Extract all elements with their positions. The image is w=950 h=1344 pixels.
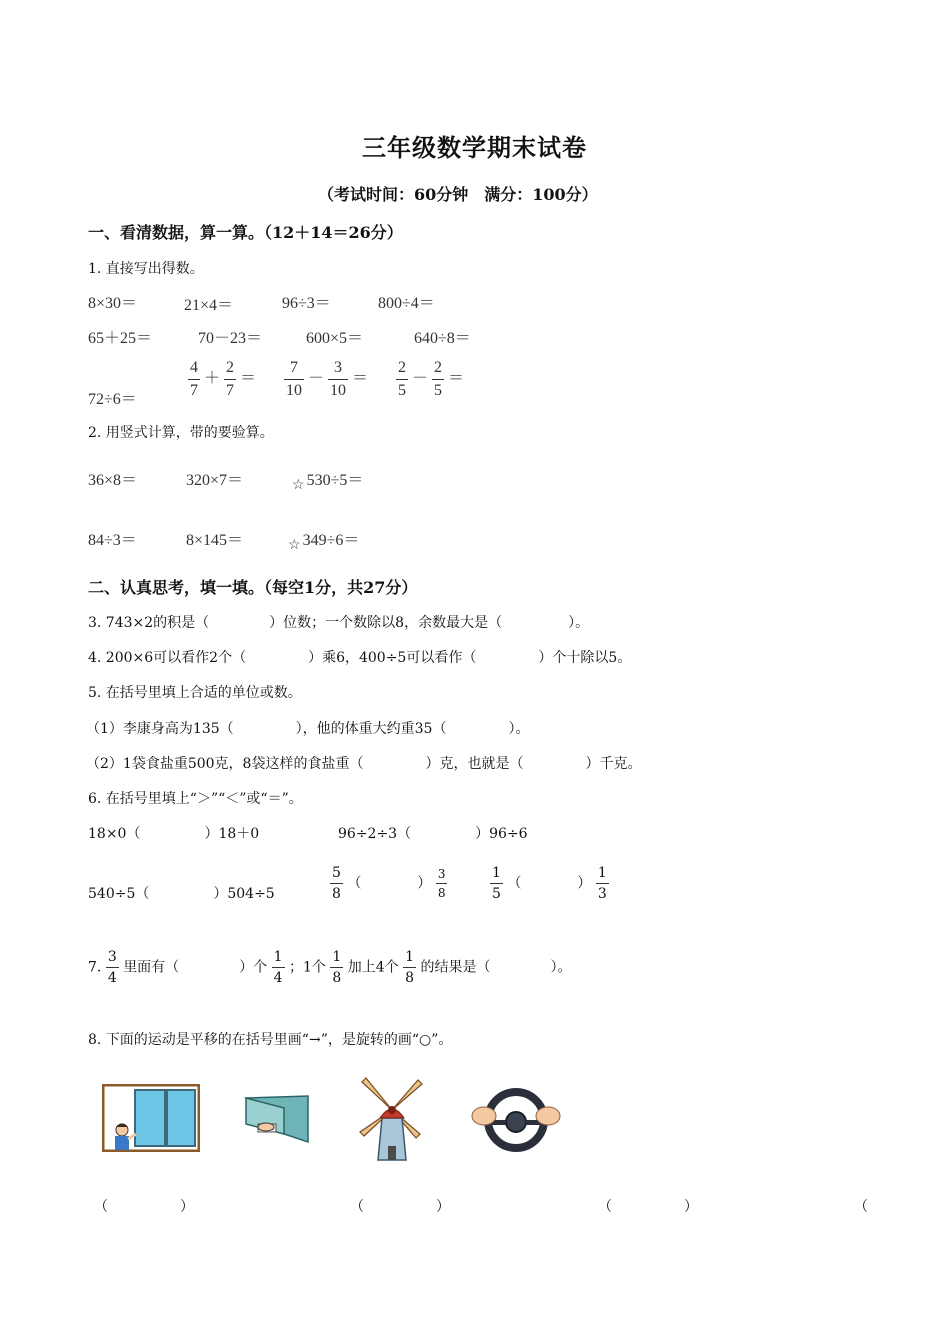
- q3: 3. 743×2的积是（ ）位数；一个数除以8，余数最大是（ ）。: [88, 615, 590, 631]
- section1-heading: 一、看清数据，算一算。（12＋14＝26分）: [88, 223, 403, 242]
- star-icon: ☆: [288, 538, 301, 553]
- steering-wheel-picture: [470, 1086, 562, 1152]
- q6-compare-fraction: $\frac{5}{8}$ （ ） $\frac{3}{8}$: [332, 865, 446, 902]
- q6-compare: 18×0（ ）18＋0: [88, 826, 260, 842]
- q8-answer-3: （ ）: [598, 1199, 698, 1215]
- windmill-picture: [358, 1074, 426, 1164]
- q8-answer-1: （ ）: [94, 1199, 194, 1215]
- calc-item: 640÷8＝: [414, 330, 471, 347]
- calc-item: 8×145＝: [186, 532, 244, 549]
- section2-heading: 二、认真思考，填一填。（每空1分，共27分）: [88, 578, 418, 597]
- q5-sub1: （1）李康身高为135（ ），他的体重大约重35（ ）。: [86, 721, 530, 737]
- calc-item: 65＋25＝: [88, 330, 153, 347]
- page-title: 三年级数学期末试卷: [362, 133, 587, 162]
- q6-label: 6. 在括号里填上“＞”“＜”或“＝”。: [88, 791, 303, 807]
- calc-item: 84÷3＝: [88, 532, 137, 549]
- q6-compare: 540÷5（ ）504÷5: [88, 886, 275, 902]
- q4: 4. 200×6可以看作2个（ ）乘6，400÷5可以看作（ ）个十除以5。: [88, 650, 632, 666]
- calc-item: 70－23＝: [198, 330, 263, 347]
- fraction-expression: $\frac{4}{7}$ ＋ $\frac{2}{7}$ ＝: [190, 359, 257, 399]
- calc-item: 72÷6＝: [88, 391, 137, 408]
- calc-item: 800÷4＝: [378, 295, 435, 312]
- q6-compare-fraction: $\frac{1}{5}$ （ ） $\frac{1}{3}$: [492, 865, 607, 902]
- q8-answer-4: （: [854, 1199, 868, 1215]
- calc-item-starred: ☆ 349÷6＝: [288, 532, 360, 553]
- q5-label: 5. 在括号里填上合适的单位或数。: [88, 685, 302, 701]
- q6-compare: 96÷2÷3（ ）96÷6: [338, 826, 528, 842]
- sliding-window-picture: [102, 1084, 200, 1152]
- fraction-expression: $\frac{7}{10}$ － $\frac{3}{10}$ ＝: [286, 359, 369, 399]
- calc-item: 36×8＝: [88, 472, 138, 489]
- calc-item: 96÷3＝: [282, 295, 331, 312]
- drawer-picture: [244, 1094, 310, 1144]
- q1-label: 1. 直接写出得数。: [88, 261, 204, 277]
- calc-item: 8×30＝: [88, 295, 138, 312]
- q8-label: 8. 下面的运动是平移的在括号里画“→”，是旋转的画“○”。: [88, 1032, 453, 1048]
- calc-item: 600×5＝: [306, 330, 364, 347]
- calc-item: 320×7＝: [186, 472, 244, 489]
- fraction-expression: $\frac{2}{5}$ － $\frac{2}{5}$ ＝: [398, 359, 465, 399]
- q8-answer-2: （ ）: [350, 1199, 450, 1215]
- q5-sub2: （2）1袋食盐重500克，8袋这样的食盐重（ ）克，也就是（ ）千克。: [86, 756, 642, 772]
- calc-item-starred: ☆ 530÷5＝: [292, 472, 364, 493]
- q2-label: 2. 用竖式计算，带的要验算。: [88, 425, 274, 441]
- calc-item: 21×4＝: [184, 297, 234, 314]
- exam-info: （考试时间：60分钟 满分：100分）: [318, 185, 598, 204]
- star-icon: ☆: [292, 478, 305, 493]
- q7: 7. $\frac{3}{4}$ 里面有（ ）个 $\frac{1}{4}$ ；1个 $\frac{1}{8}$ 加上4个 $\frac{1}{8}$ 的结果是（ ）。: [88, 949, 572, 986]
